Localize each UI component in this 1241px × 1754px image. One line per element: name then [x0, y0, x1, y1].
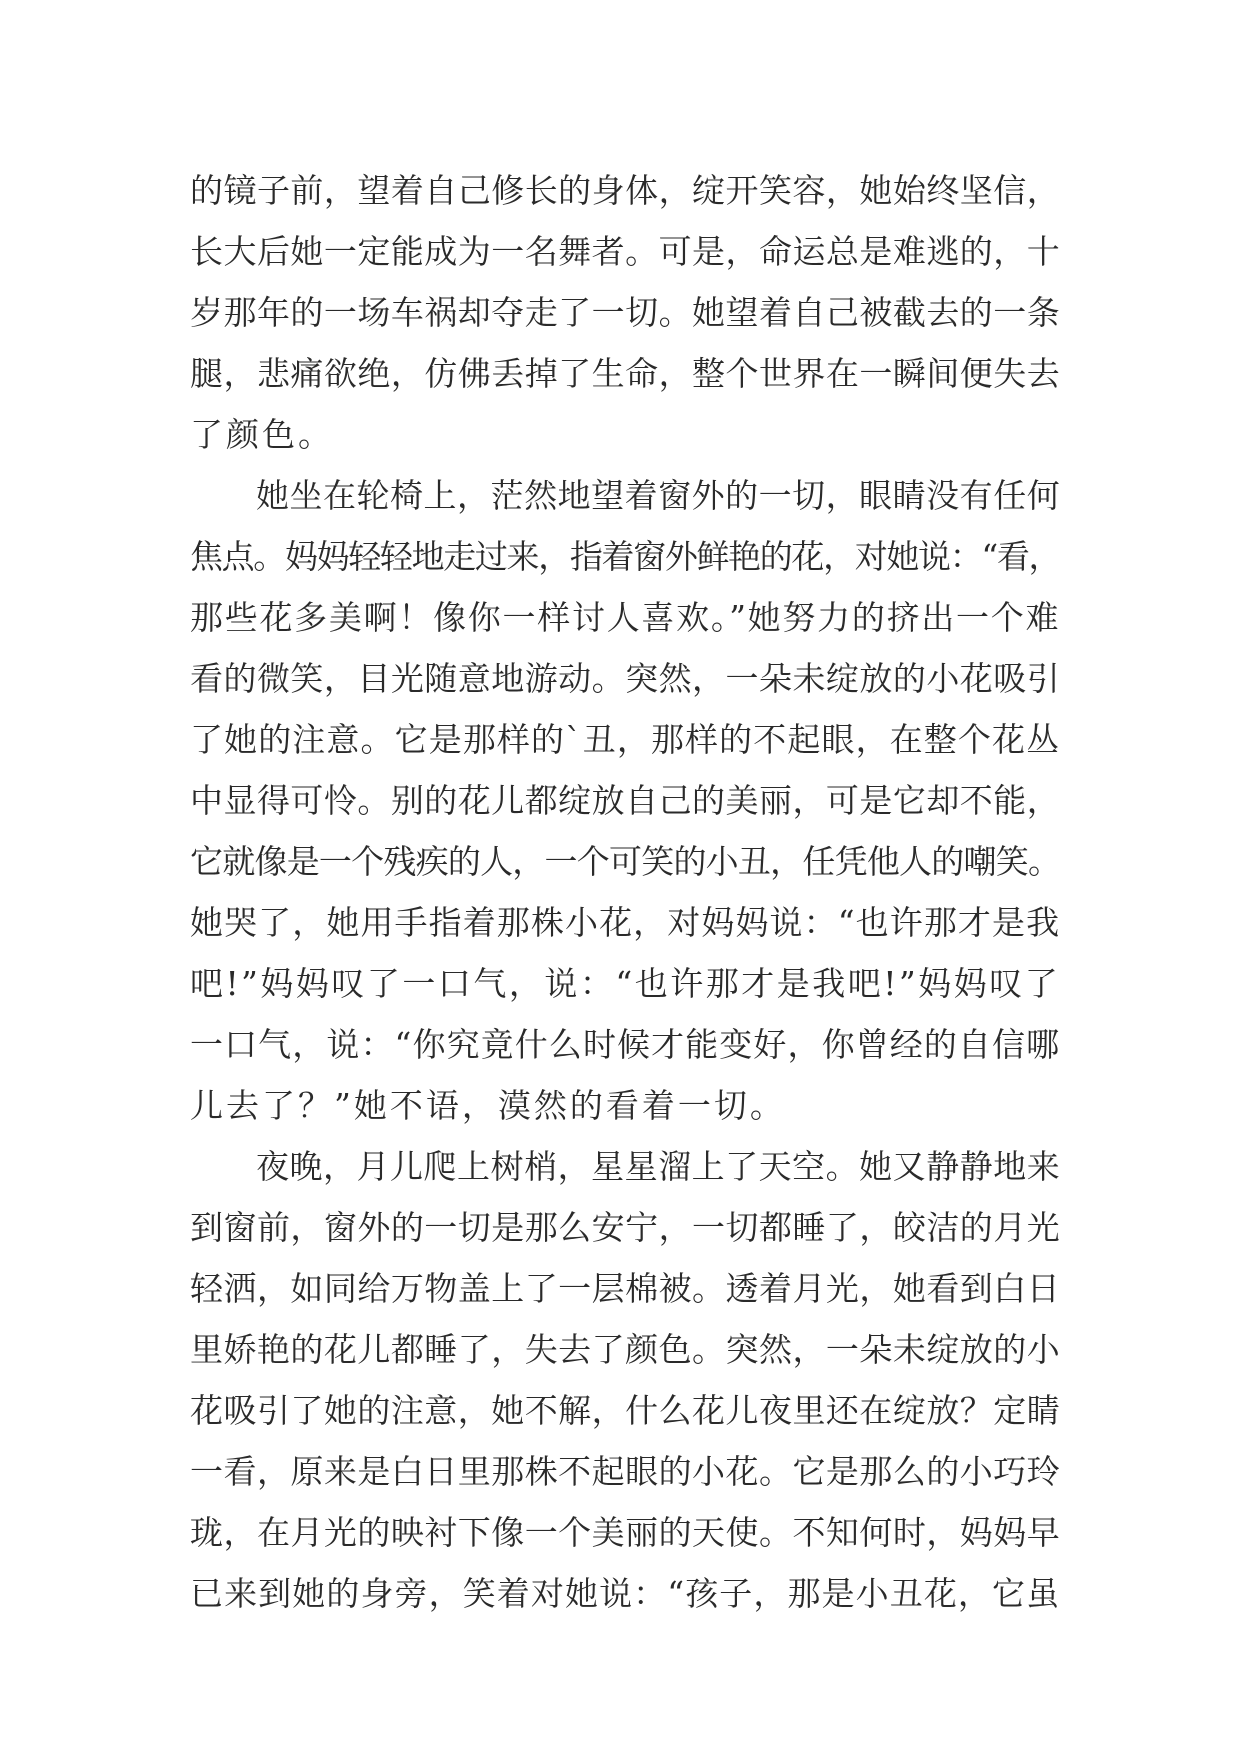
document-body: [190, 160, 1060, 1624]
text-line: 了颜色。: [190, 415, 334, 454]
text-line: 夜晚，月儿爬上树梢，星星溜上了天空。她又静静地来: [256, 1147, 1060, 1186]
text-line: 岁那年的一场车祸却夺走了一切。她望着自己被截去的一条: [190, 293, 1060, 332]
paragraph: [190, 465, 1060, 1136]
text-line: 已来到她的身旁，笑着对她说：“孩子，那是小丑花，它虽: [190, 1574, 1060, 1613]
text-line: 到窗前，窗外的一切是那么安宁，一切都睡了，皎洁的月光: [190, 1208, 1060, 1247]
text-line: 一看，原来是白日里那株不起眼的小花。它是那么的小巧玲: [190, 1452, 1060, 1491]
paragraph: [190, 1136, 1060, 1624]
text-line: 珑，在月光的映衬下像一个美丽的天使。不知何时，妈妈早: [190, 1513, 1060, 1552]
text-line: 了她的注意。它是那样的`丑，那样的不起眼，在整个花丛: [190, 720, 1060, 759]
text-line: 花吸引了她的注意，她不解，什么花儿夜里还在绽放？定睛: [190, 1391, 1060, 1430]
text-line: 焦点。妈妈轻轻地走过来，指着窗外鲜艳的花，对她说：“看，: [190, 537, 1060, 576]
text-line: 轻洒，如同给万物盖上了一层棉被。透着月光，她看到白日: [190, 1269, 1060, 1308]
text-line: 她哭了，她用手指着那株小花，对妈妈说：“也许那才是我: [190, 903, 1060, 942]
text-line: 她坐在轮椅上，茫然地望着窗外的一切，眼睛没有任何: [256, 476, 1060, 515]
text-line: 里娇艳的花儿都睡了，失去了颜色。突然，一朵未绽放的小: [190, 1330, 1060, 1369]
text-line: 儿去了？”她不语，漠然的看着一切。: [190, 1086, 786, 1125]
paragraph: [190, 160, 1060, 465]
text-line: 中显得可怜。别的花儿都绽放自己的美丽，可是它却不能，: [190, 781, 1060, 820]
text-line: 它就像是一个残疾的人，一个可笑的小丑，任凭他人的嘲笑。: [190, 842, 1060, 881]
text-line: 那些花多美啊！像你一样讨人喜欢。”她努力的挤出一个难: [190, 598, 1060, 637]
text-line: 一口气，说：“你究竟什么时候才能变好，你曾经的自信哪: [190, 1025, 1060, 1064]
text-line: 的镜子前，望着自己修长的身体，绽开笑容，她始终坚信，: [190, 171, 1060, 210]
text-line: 看的微笑，目光随意地游动。突然，一朵未绽放的小花吸引: [190, 659, 1060, 698]
text-line: 腿，悲痛欲绝，仿佛丢掉了生命，整个世界在一瞬间便失去: [190, 354, 1060, 393]
text-line: 吧!”妈妈叹了一口气，说：“也许那才是我吧!”妈妈叹了: [190, 964, 1060, 1003]
text-line: 长大后她一定能成为一名舞者。可是，命运总是难逃的，十: [190, 232, 1060, 271]
